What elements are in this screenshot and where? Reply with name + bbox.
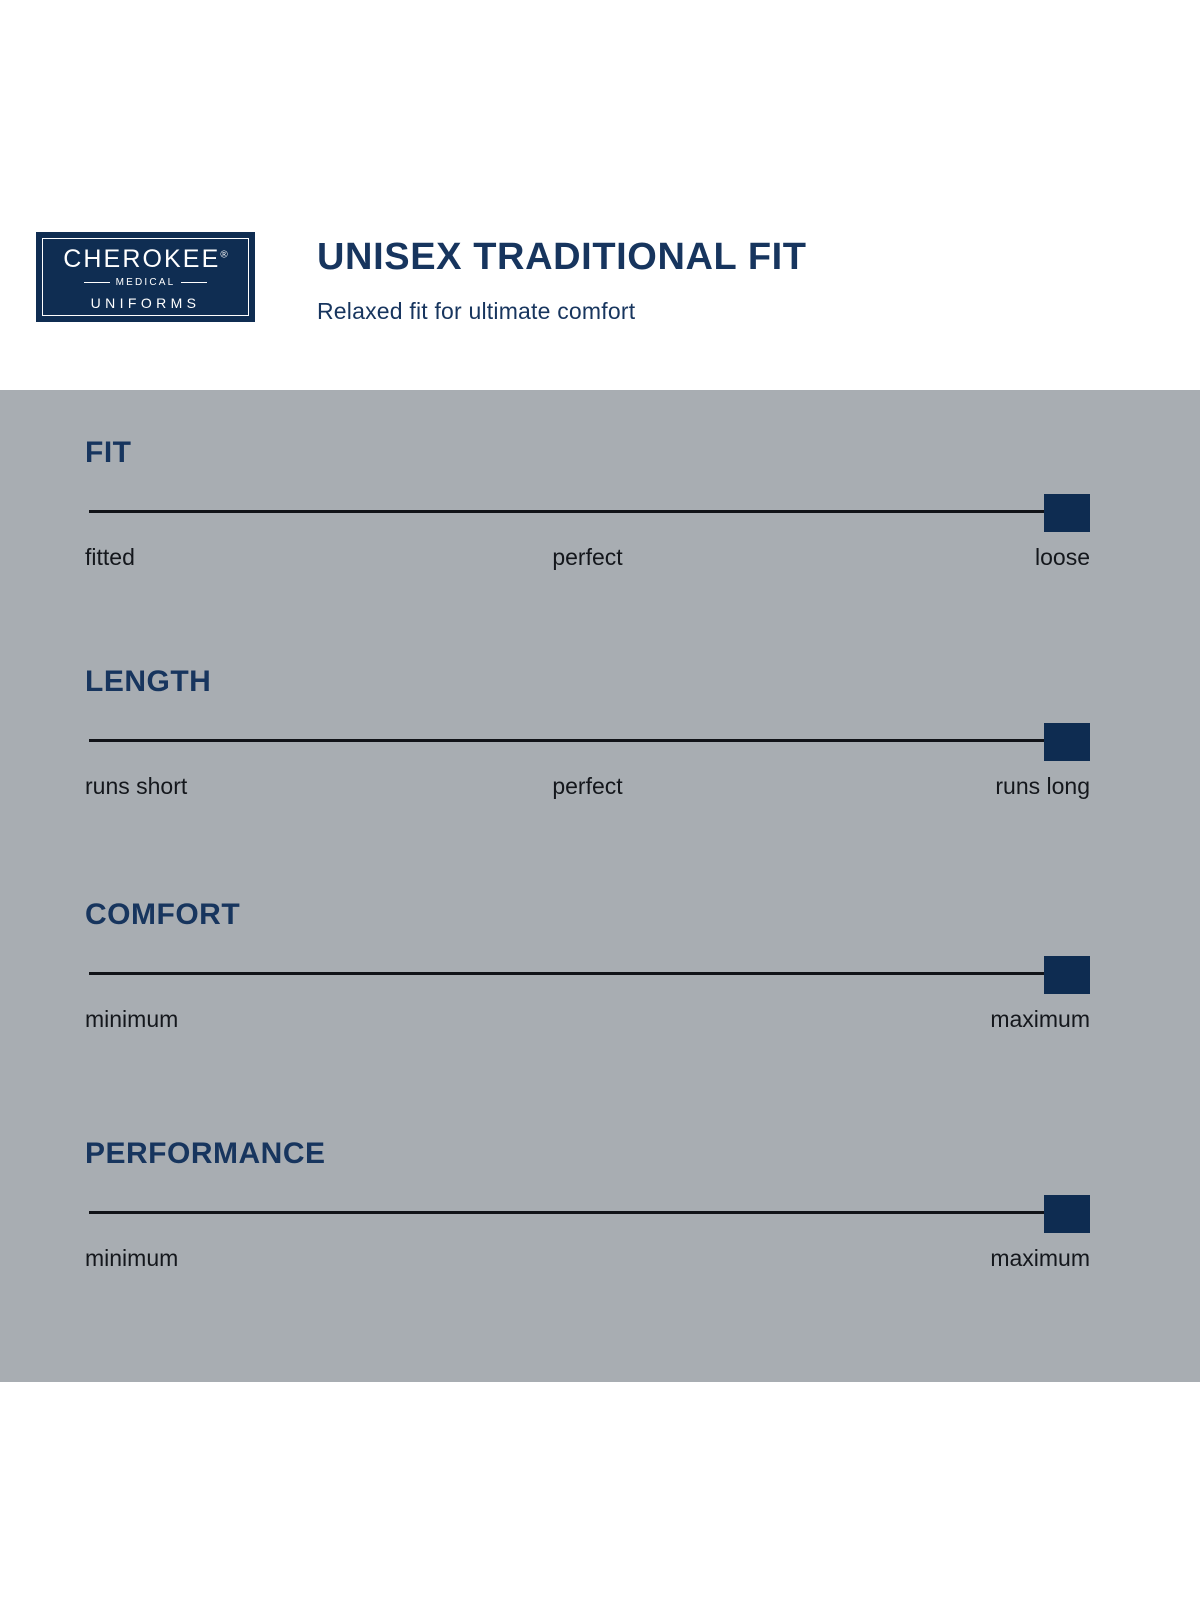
metric-fit-label: FIT xyxy=(85,436,132,469)
page-title: UNISEX TRADITIONAL FIT xyxy=(317,236,807,278)
metric-comfort-scale xyxy=(85,1006,1090,1038)
metric-performance-scale-left: minimum xyxy=(85,1245,179,1271)
metric-performance-scale-right: maximum xyxy=(990,1245,1090,1271)
page-subtitle: Relaxed fit for ultimate comfort xyxy=(317,298,636,324)
cherokee-logo xyxy=(33,229,258,325)
metric-fit-track xyxy=(89,510,1086,513)
metric-fit-slider[interactable] xyxy=(85,494,1090,532)
metric-performance-slider[interactable] xyxy=(85,1195,1090,1233)
logo-brand-name xyxy=(63,244,228,273)
metric-fit-scale-left: fitted xyxy=(85,544,135,570)
metric-fit-scale-right: loose xyxy=(1035,544,1090,570)
footer-spacer xyxy=(0,1382,1200,1600)
metric-performance-track xyxy=(89,1211,1086,1214)
logo-brand-text: CHEROKEE xyxy=(63,244,221,273)
metric-fit-marker[interactable] xyxy=(1044,494,1090,532)
metric-comfort xyxy=(85,900,1090,1038)
metric-length-marker[interactable] xyxy=(1044,723,1090,761)
metric-length xyxy=(85,667,1090,805)
metric-comfort-slider[interactable] xyxy=(85,956,1090,994)
registered-mark-icon: ® xyxy=(220,249,228,261)
metric-comfort-scale-right: maximum xyxy=(990,1006,1090,1032)
logo-subline-medical xyxy=(84,278,208,288)
metric-fit-scale-middle: perfect xyxy=(552,544,623,570)
metric-length-scale-right: runs long xyxy=(995,773,1090,799)
logo-medical-text: MEDICAL xyxy=(115,276,176,288)
logo-rule-left-icon xyxy=(84,282,110,283)
metric-length-track xyxy=(89,739,1086,742)
metric-comfort-marker[interactable] xyxy=(1044,956,1090,994)
metric-comfort-track xyxy=(89,972,1086,975)
metric-performance-marker[interactable] xyxy=(1044,1195,1090,1233)
metric-length-slider[interactable] xyxy=(85,723,1090,761)
metric-performance-scale xyxy=(85,1245,1090,1277)
metrics-panel xyxy=(0,390,1200,1382)
metric-performance-label: PERFORMANCE xyxy=(85,1137,326,1170)
metric-comfort-label: COMFORT xyxy=(85,898,241,931)
logo-rule-right-icon xyxy=(181,282,207,283)
metric-length-scale-left: runs short xyxy=(85,773,188,799)
metric-length-scale-middle: perfect xyxy=(552,773,623,799)
metric-length-scale xyxy=(85,773,1090,805)
logo-uniforms-text: UNIFORMS xyxy=(90,294,201,311)
metric-fit-scale xyxy=(85,544,1090,576)
metric-fit xyxy=(85,438,1090,576)
header xyxy=(0,0,1200,390)
metric-performance xyxy=(85,1139,1090,1277)
metric-comfort-scale-left: minimum xyxy=(85,1006,179,1032)
metric-length-label: LENGTH xyxy=(85,665,212,698)
